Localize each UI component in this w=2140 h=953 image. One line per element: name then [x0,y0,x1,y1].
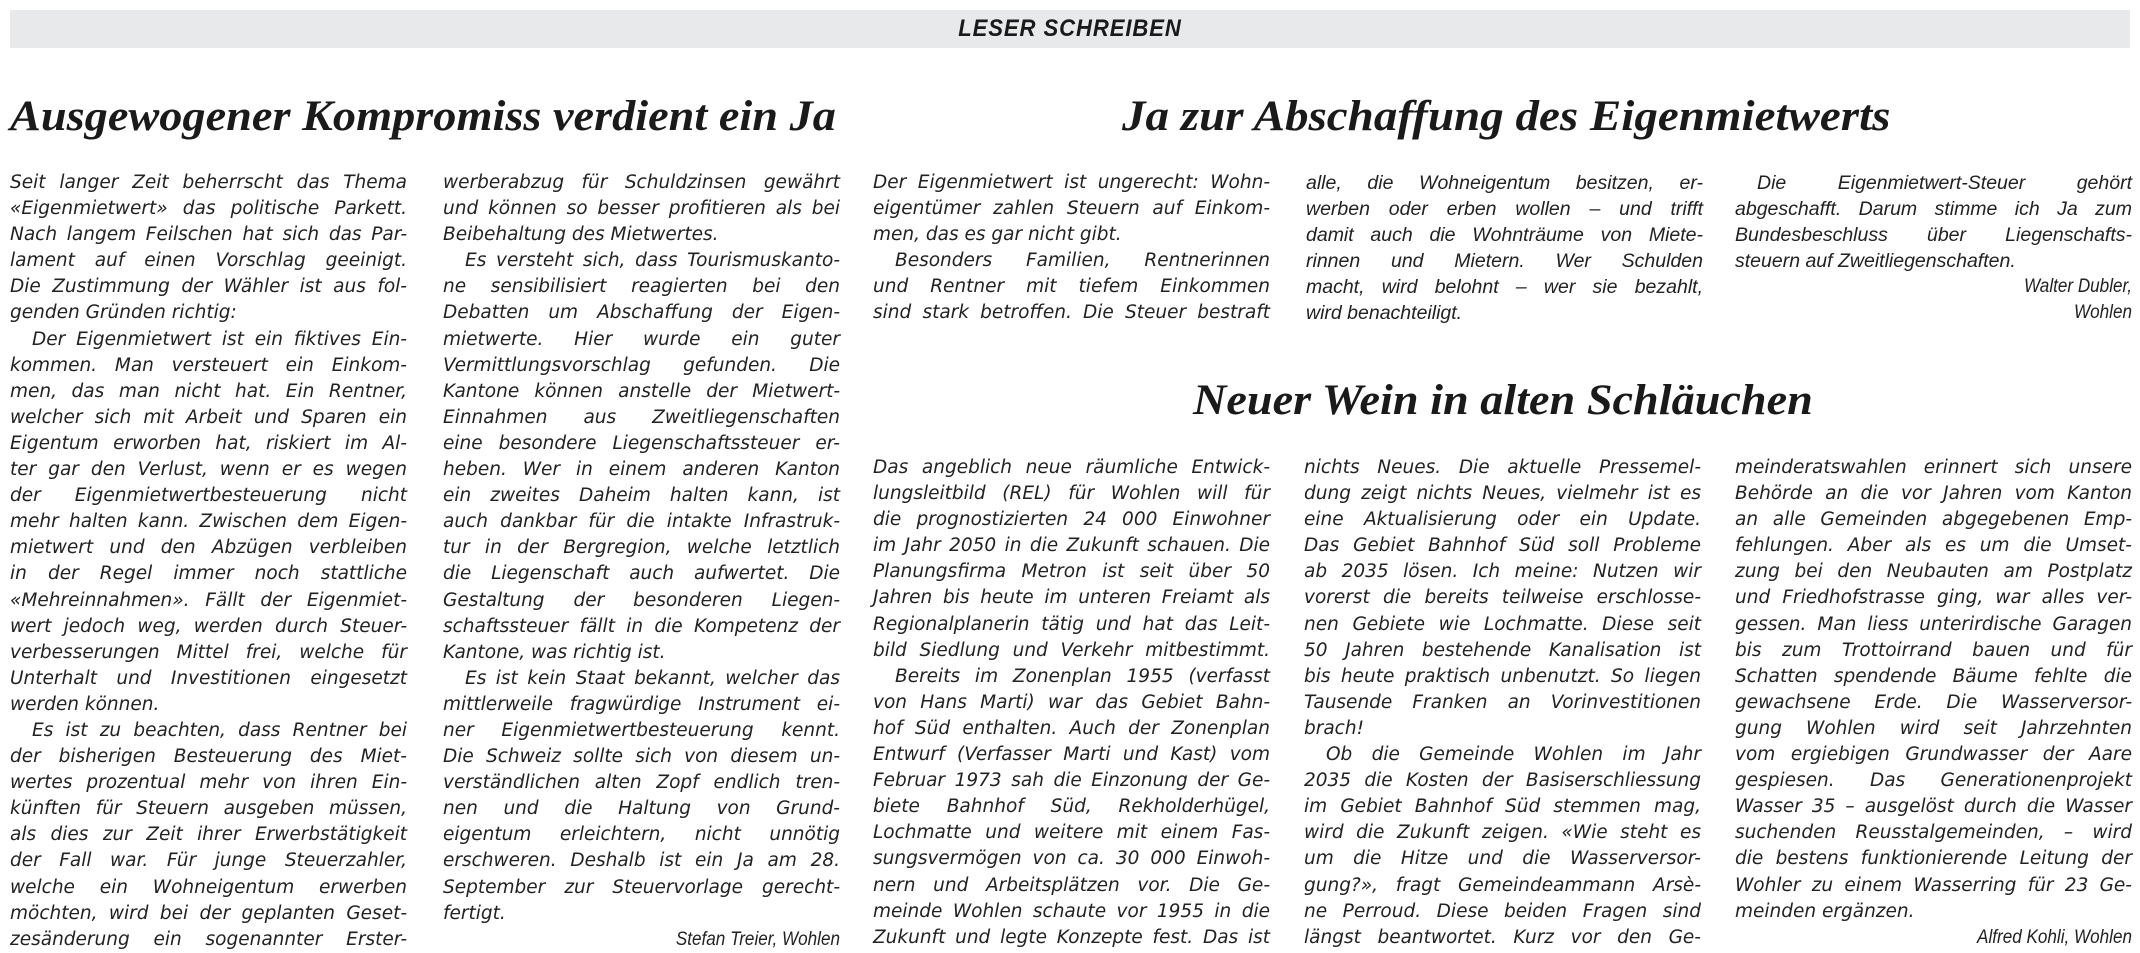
text-line: künften für Steuern ausgeben müssen, [10,798,407,820]
text-line: lament auf einen Vorschlag geeinigt. [10,250,407,272]
text-line: wird die Zukunft zeigen. «Wie steht es [1304,822,1701,844]
text-line: vorerst die bereits teilweise erschlosse- [1304,587,1701,609]
text-line: brach! [1304,717,1364,739]
text-line: die bestens funktionierende Leitung der [1735,848,2132,870]
text-line: macht, wird belohnt – wer sie bezahlt, [1306,276,1703,299]
text-line: die prognostizierten 24 000 Einwohner [873,509,1270,531]
text-line: mietwert und den Abzügen verbleiben [10,537,407,559]
author-signature: Wohlen [2074,302,2132,324]
text-line: in der Regel immer noch stattliche [10,563,407,585]
text-line: auch dankbar für die intakte Infrastruk- [443,511,840,533]
text-line: tur in der Bergregion, welche letztlich [443,537,840,559]
text-line: Kantone können anstelle der Mietwert- [443,380,840,402]
text-line: Die Zustimmung der Wähler ist aus fol- [10,276,407,298]
text-line: gung?», fragt Gemeindeammann Arsè- [1304,874,1701,896]
text-line: welche ein Wohneigentum erwerben [10,876,407,898]
text-line: September zur Steuervorlage gerecht- [443,876,840,898]
letter-kompromiss-column-2 [443,170,840,953]
text-line: gung Wohlen wird seit Jahrzehnten [1735,717,2132,739]
text-line: damit auch die Wohnträume von Miete- [1306,224,1703,247]
author-signature: Alfred Kohli, Wohlen [1977,926,2132,948]
text-line: bis heute praktisch unbenutzt. So liegen [1304,665,1701,687]
text-line: Debatten um Abschaffung der Eigen- [443,302,840,324]
text-line: steuern auf Zweitliegenschaften. [1735,250,2016,273]
text-line: sind stark betroffen. Die Steuer bestraft [873,302,1270,324]
letter-eigenmietwert-column-2 [1306,170,1703,327]
text-line: längst beantwortet. Kurz vor den Ge- [1304,926,1701,948]
section-banner [10,10,2130,48]
text-line: werben oder erben wollen – und trifft [1306,198,1703,221]
text-line: möchten, wird bei der geplanten Geset- [10,902,407,924]
text-line: gespiesen. Das Generationenprojekt [1735,770,2132,792]
text-line: «Eigenmietwert» das politische Parkett. [10,198,407,220]
text-line: men, das es gar nicht gibt. [873,224,1122,246]
text-line: im Gebiet Bahnhof Süd stemmen mag, [1304,796,1701,818]
text-line: Beibehaltung des Mietwertes. [443,224,719,246]
text-line: an alle Gemeinden abgegebenen Emp- [1735,509,2132,531]
text-line: fertigt. [443,902,506,924]
text-line: der Eigenmietwertbesteuerung nicht [10,485,407,507]
text-line: Das Gebiet Bahnhof Süd soll Probleme [1304,535,1701,557]
headline-neuer-wein: Neuer Wein in alten Schläuchen [1193,377,1813,424]
text-line: meinde Wohlen schaute vor 1955 in die [873,900,1270,922]
text-line: Schatten spendende Bäume fehlte die [1735,665,2132,687]
letter-neuer-wein-column-2 [1304,455,1701,951]
section-title: LESER SCHREIBEN [958,15,1182,42]
text-line: suchenden Reusstalgemeinden, – wird [1735,822,2132,844]
headline-eigenmietwert: Ja zur Abschaffung des Eigenmietwerts [1122,93,1891,140]
text-line: ein zweites Daheim halten kann, ist [443,485,840,507]
text-line: nern und Arbeitsplätzen vor. Die Ge- [873,874,1270,896]
text-line: Zukunft und legte Konzepte fest. Das ist [873,926,1270,948]
text-line: schaftssteuer fällt in die Kompetenz der [443,615,840,637]
text-line: meinden ergänzen. [1735,900,1915,922]
text-line: als dies zur Zeit ihrer Erwerbstätigkeit [10,824,407,846]
text-line: gewachsene Erde. Die Wasserversor- [1735,691,2132,713]
text-line: wertes prozentual mehr von ihren Ein- [10,772,407,794]
text-line: Bundesbeschluss über Liegenschafts- [1735,224,2132,247]
text-line: genden Gründen richtig: [10,302,237,324]
text-line: ab 2035 lösen. Ich meine: Nutzen wir [1304,561,1701,583]
text-line: lungsleitbild (REL) für Wohlen will für [873,483,1270,505]
text-line: Das angeblich neue räumliche Entwick- [873,457,1270,478]
text-line: Eigentum erworben hat, riskiert im Al- [10,432,407,454]
text-line: ne Perroud. Diese beiden Fragen sind [1304,900,1701,922]
text-line: nen Gebiete wie Lochmatte. Diese seit [1304,613,1701,635]
text-line: meinderatswahlen erinnert sich unsere [1735,457,2132,478]
text-line: erschweren. Deshalb ist ein Ja am 28. [443,850,840,872]
text-line: alle, die Wohneigentum besitzen, er- [1306,172,1703,194]
text-line: Vermittlungsvorschlag gefunden. Die [443,354,840,376]
text-line: Besonders Familien, Rentnerinnen [895,250,1270,272]
text-line: Die Eigenmietwert-Steuer gehört [1757,172,2132,194]
text-line: 50 Jahren bestehende Kanalisation ist [1304,639,1701,661]
text-line: dung zeigt nichts Neues, vielmehr ist es [1304,483,1701,505]
letter-neuer-wein-column-1 [873,455,1270,951]
text-line: werberabzug für Schuldzinsen gewährt [443,172,840,193]
text-line: eigentümer zahlen Steuern auf Einkom- [873,198,1270,220]
text-line: mehr halten kann. Zwischen dem Eigen- [10,511,407,533]
letter-neuer-wein-column-3 [1735,455,2132,951]
text-line: Februar 1973 sah die Einzonung der Ge- [873,770,1270,792]
text-line: biete Bahnhof Süd, Rekholderhügel, [873,796,1270,818]
text-line: nichts Neues. Die aktuelle Pressemel- [1304,457,1701,478]
text-line: welcher sich mit Arbeit und Sparen ein [10,406,407,428]
text-line: ner Eigenmietwertbesteuerung kennt. [443,719,840,741]
text-line: die Liegenschaft auch aufwertet. Die [443,563,840,585]
text-line: verständlichen alten Zopf endlich tren- [443,772,840,794]
text-line: ter gar den Verlust, wenn er es wegen [10,459,407,481]
text-line: eine Aktualisierung oder ein Update. [1304,509,1701,531]
text-line: eine besondere Liegenschaftssteuer er- [443,432,840,454]
text-line: um die Hitze und die Wasserversor- [1304,848,1701,870]
text-line: der bisherigen Besteuerung des Miet- [10,746,407,768]
text-line: gessen. Man liess unterirdische Garagen [1735,613,2132,635]
text-line: und können so besser profitieren als bei [443,198,840,220]
text-line: Kantone, was richtig ist. [443,641,666,663]
text-line: Gestaltung der besonderen Liegen- [443,589,840,611]
text-line: Regionalplanerin tätig und hat das Leit- [873,613,1270,635]
text-line: Jahren bis heute im unteren Freiamt als [873,587,1270,609]
letter-kompromiss-column-1 [10,170,407,953]
text-line: Es ist zu beachten, dass Rentner bei [32,719,407,741]
text-line: von Hans Marti) war das Gebiet Bahn- [873,691,1270,713]
text-line: Entwurf (Verfasser Marti und Kast) vom [873,744,1270,766]
text-line: bild Siedlung und Verkehr mitbestimmt. [873,639,1270,661]
text-line: vom ergiebigen Grundwasser der Aare [1735,744,2132,766]
text-line: abgeschafft. Darum stimme ich Ja zum [1735,198,2132,221]
text-line: bis zum Trottoirrand bauen und für [1735,639,2132,661]
text-line: Wohler zu einem Wasserring für 23 Ge- [1735,874,2132,896]
text-line: nen und die Haltung von Grund- [443,798,840,820]
text-line: zesänderung ein sogenannter Erster- [10,928,407,950]
text-line: men, das man nicht hat. Ein Rentner, [10,380,407,402]
text-line: im Jahr 2050 in die Zukunft schauen. Die [873,535,1270,557]
author-signature: Walter Dubler, [2023,276,2132,298]
text-line: Bereits im Zonenplan 1955 (verfasst [895,665,1270,687]
letter-eigenmietwert-column-3 [1735,170,2132,327]
text-line: sungsvermögen von ca. 30 000 Einwoh- [873,848,1270,870]
text-line: Behörde an die vor Jahren vom Kanton [1735,483,2132,505]
text-line: mietwerte. Hier wurde ein guter [443,328,840,350]
text-line: Die Schweiz sollte sich von diesem un- [443,746,840,768]
text-line: zung bei den Neubauten am Postplatz [1735,561,2132,583]
text-line: hof Süd enthalten. Auch der Zonenplan [873,717,1270,739]
text-line: und Rentner mit tiefem Einkommen [873,276,1270,298]
text-line: mittlerweile fragwürdige Instrument ei- [443,693,840,715]
text-line: fehlungen. Aber als es um die Umset- [1735,535,2132,557]
text-line: Der Eigenmietwert ist ein fiktives Ein- [32,328,407,350]
text-line: ne sensibilisiert reagierten bei den [443,276,840,298]
text-line: Es ist kein Staat bekannt, welcher das [465,667,840,689]
text-line: Tausende Franken an Vorinvestitionen [1304,691,1701,713]
text-line: Wasser 35 – ausgelöst durch die Wasser [1735,796,2132,818]
text-line: Der Eigenmietwert ist ungerecht: Wohn- [873,172,1270,193]
text-line: wert jedoch weg, werden durch Steuer- [10,615,407,637]
text-line: Es versteht sich, dass Tourismuskanto- [465,250,840,272]
text-line: Ob die Gemeinde Wohlen im Jahr [1326,744,1701,766]
text-line: Seit langer Zeit beherrscht das Thema [10,172,407,193]
text-line: der Fall war. Für junge Steuerzahler, [10,850,407,872]
text-line: Einnahmen aus Zweitliegenschaften [443,406,840,428]
text-line: Unterhalt und Investitionen eingesetzt [10,667,407,689]
text-line: kommen. Man versteuert ein Einkom- [10,354,407,376]
headline-kompromiss: Ausgewogener Kompromiss verdient ein Ja [10,93,836,140]
text-line: verbesserungen Mittel frei, welche für [10,641,407,663]
text-line: eigentum erleichtern, nicht unnötig [443,824,840,846]
text-line: Lochmatte und weitere mit einem Fas- [873,822,1270,844]
letter-eigenmietwert-column-1 [873,170,1270,327]
text-line: und Friedhofstrasse ging, war alles ver- [1735,587,2132,609]
text-line: 2035 die Kosten der Basiserschliessung [1304,770,1701,792]
text-line: werden können. [10,693,160,715]
text-line: rinnen und Mietern. Wer Schulden [1306,250,1703,273]
author-signature: Stefan Treier, Wohlen [675,928,840,950]
text-line: Nach langem Feilschen hat sich das Par- [10,224,407,246]
text-line: heben. Wer in einem anderen Kanton [443,459,840,481]
text-line: Planungsfirma Metron ist seit über 50 [873,561,1270,583]
text-line: «Mehreinnahmen». Fällt der Eigenmiet- [10,589,407,611]
text-line: wird benachteiligt. [1306,302,1463,325]
